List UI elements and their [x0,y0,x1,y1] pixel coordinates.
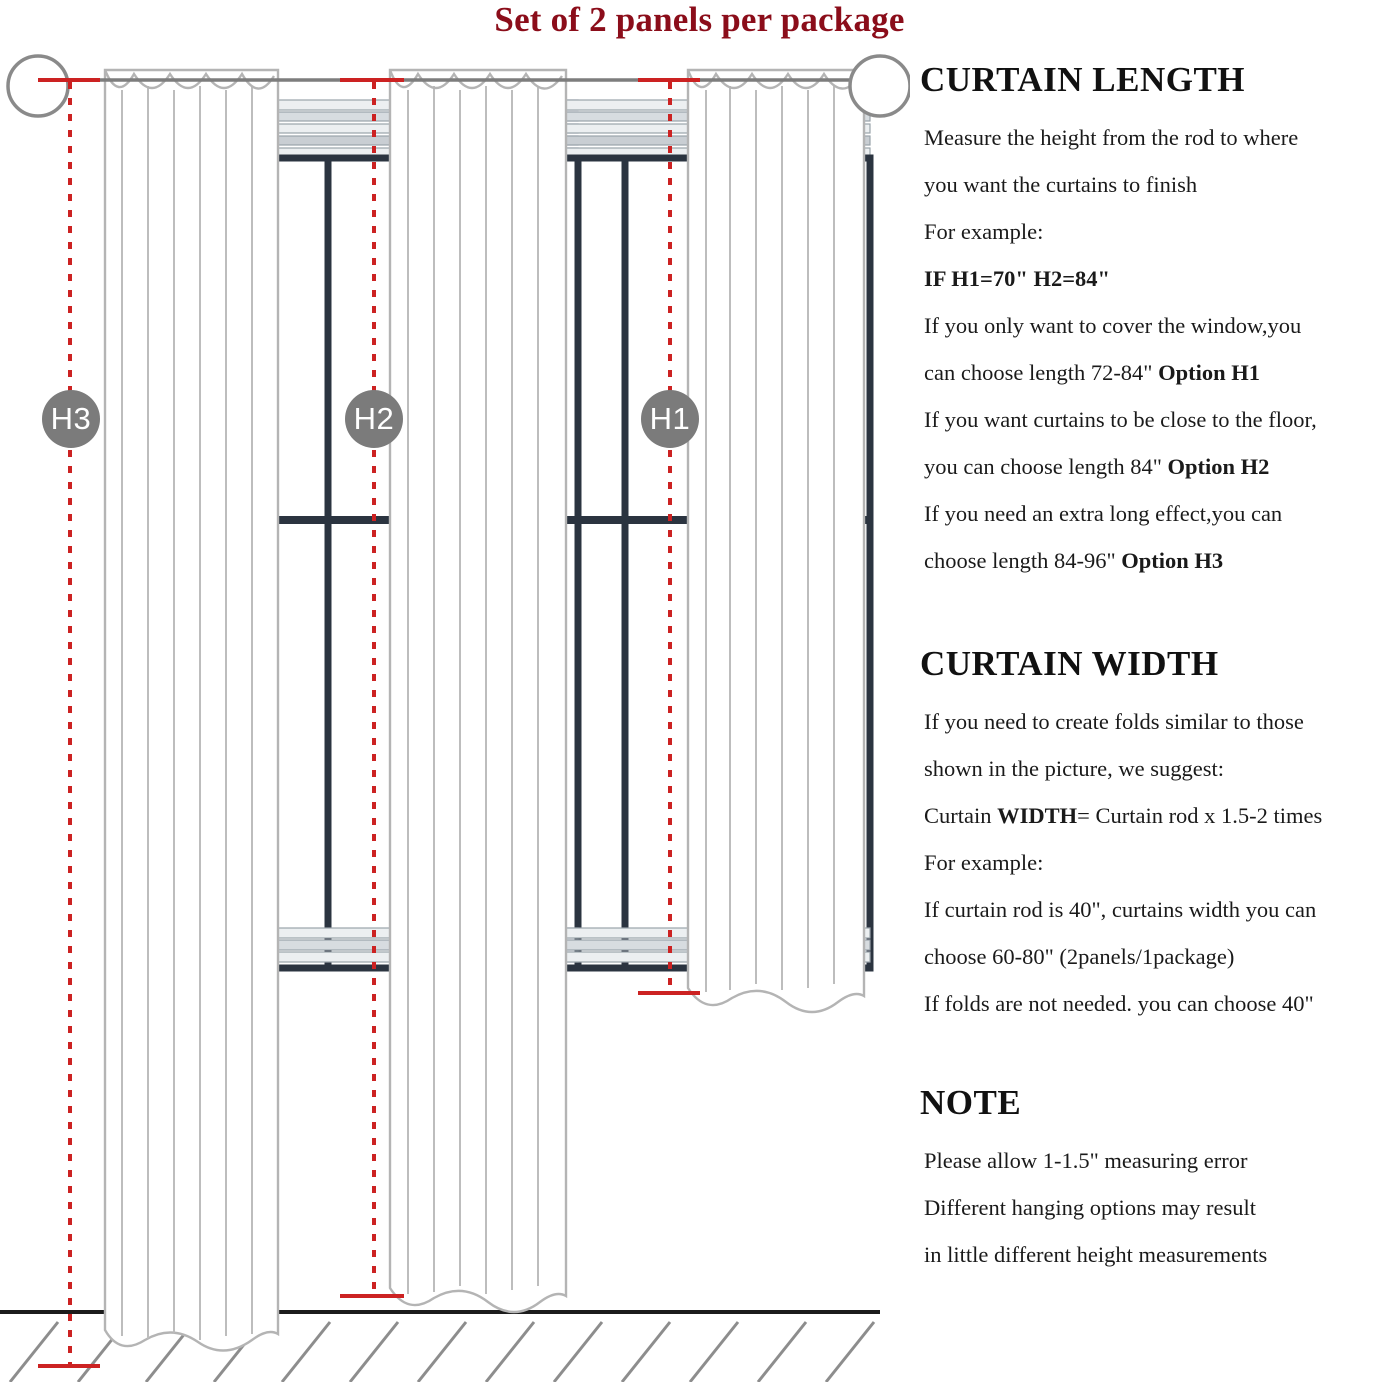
width-line-1: If you need to create folds similar to those [924,709,1304,734]
curtain-measurement-diagram [0,40,910,1382]
spacer-2 [920,1027,1390,1083]
note-line-3: in little different height measurements [924,1242,1268,1267]
length-line-1: Measure the height from the rod to where [924,125,1299,150]
option-h3-label: Option H3 [1121,548,1224,573]
section-body-curtain-length [924,114,1390,584]
width-line-6: choose 60-80" (2panels/1package) [924,944,1235,969]
section-body-curtain-width [924,698,1390,1027]
section-title-note: NOTE [920,1083,1022,1122]
length-line-6-text: can choose length 72-84" [924,360,1159,385]
section-title-curtain-length: CURTAIN LENGTH [920,60,1246,99]
length-line-2: you want the curtains to finish [924,172,1198,197]
width-line-3 [924,792,1390,839]
section-body-note [924,1137,1390,1278]
width-line-4: For example: [924,850,1044,875]
note-line-2: Different hanging options may result [924,1195,1257,1220]
width-line-5: If curtain rod is 40", curtains width you can [924,897,1317,922]
length-line-6 [924,349,1390,396]
spacer-1 [920,584,1390,644]
measure-badge-h1: H1 [641,390,699,448]
curtain-panel-right [688,70,864,1012]
length-line-8 [924,443,1390,490]
curtain-panel-left [105,70,278,1351]
measure-line-h3 [38,80,100,1368]
width-line-2: shown in the picture, we suggest: [924,756,1224,781]
width-line-3-post: = Curtain rod x 1.5-2 times [1077,803,1323,828]
width-line-3-pre: Curtain [924,803,998,828]
instructions-column [920,60,1390,1278]
length-line-10 [924,537,1390,584]
note-line-1: Please allow 1-1.5" measuring error [924,1148,1248,1173]
option-h1-label: Option H1 [1158,360,1261,385]
measure-badge-h2: H2 [345,390,403,448]
length-line-8-text: you can choose length 84" [924,454,1168,479]
length-line-9: If you need an extra long effect,you can [924,501,1283,526]
length-line-10-text: choose length 84-96" [924,548,1122,573]
section-title-curtain-width: CURTAIN WIDTH [920,644,1219,683]
width-keyword: WIDTH [997,803,1078,828]
option-h2-label: Option H2 [1167,454,1270,479]
measure-badge-h3: H3 [42,390,100,448]
length-line-5: If you only want to cover the window,you [924,313,1302,338]
length-line-4-example: IF H1=70" H2=84" [924,266,1111,291]
width-line-7: If folds are not needed. you can choose 40" [924,991,1314,1016]
length-line-7: If you want curtains to be close to the floor, [924,407,1317,432]
length-line-3: For example: [924,219,1044,244]
page-title: Set of 2 panels per package [494,0,905,39]
curtain-panel-middle [390,70,566,1312]
